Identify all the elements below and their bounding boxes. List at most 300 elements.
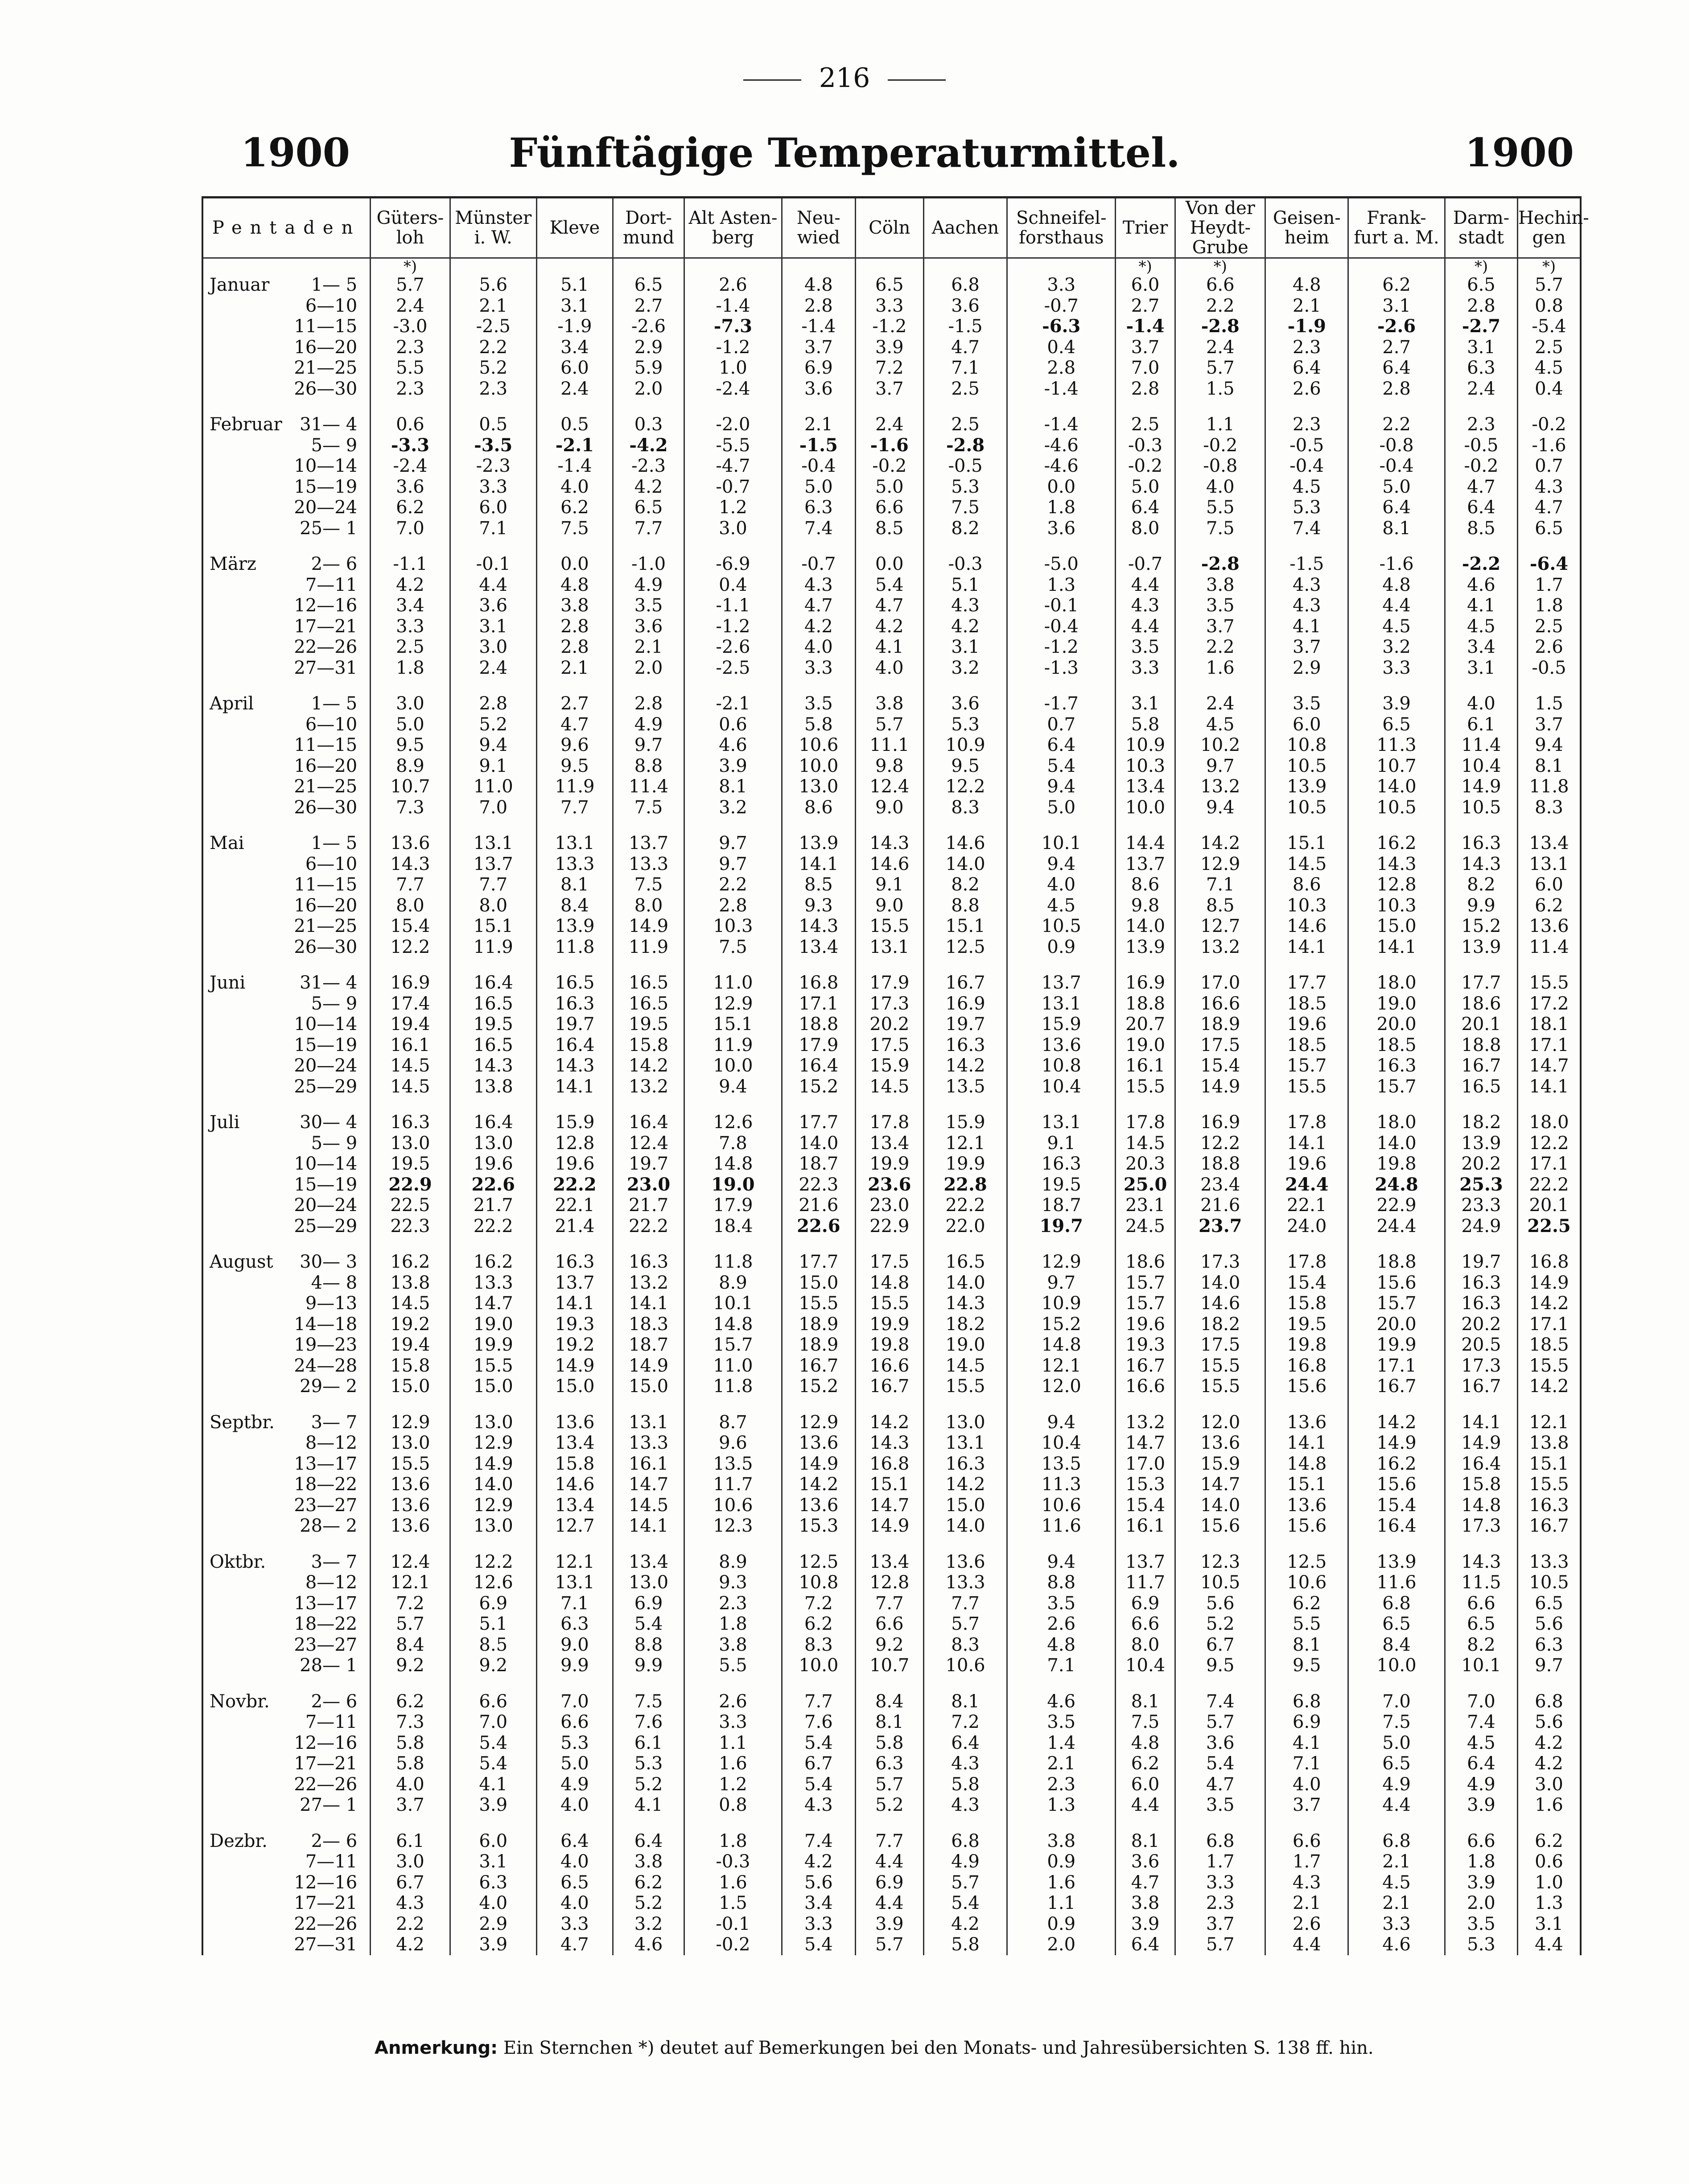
temperature-cell: 4.7	[855, 595, 923, 616]
temperature-cell: 3.5	[782, 693, 855, 714]
temperature-cell: 19.4	[371, 1335, 450, 1356]
temperature-cell: 13.4	[613, 1552, 684, 1573]
spacer-cell	[923, 818, 1007, 833]
temperature-cell: 10.4	[1445, 756, 1517, 777]
temperature-cell: 4.2	[371, 1934, 450, 1955]
temperature-cell: 9.7	[684, 833, 782, 854]
temperature-cell: 10.1	[684, 1293, 782, 1314]
spacer-cell	[923, 1097, 1007, 1112]
temperature-cell: 3.5	[1175, 1795, 1265, 1816]
temperature-cell: 13.2	[613, 1076, 684, 1097]
temperature-cell: 3.9	[450, 1934, 536, 1955]
temperature-cell: 5.8	[923, 1774, 1007, 1795]
temperature-cell: 4.1	[450, 1774, 536, 1795]
asterisk-mark	[782, 258, 855, 275]
temperature-cell: 12.0	[1007, 1376, 1116, 1397]
temperature-cell: 3.1	[1116, 693, 1175, 714]
spacer-cell	[202, 1795, 283, 1816]
temperature-cell: 22.3	[782, 1174, 855, 1195]
temperature-cell: 7.4	[1265, 518, 1348, 539]
temperature-cell: 12.4	[371, 1552, 450, 1573]
temperature-cell: 2.3	[684, 1593, 782, 1614]
temperature-cell: 13.6	[1007, 1035, 1116, 1056]
temperature-cell: 9.4	[684, 1076, 782, 1097]
temperature-cell: 9.4	[1007, 776, 1116, 797]
spacer-cell	[1517, 818, 1581, 833]
station-header-line: Güters-	[376, 208, 444, 228]
temperature-cell: 5.0	[536, 1753, 613, 1774]
temperature-cell: 10.0	[1116, 797, 1175, 818]
temperature-cell: 9.0	[855, 895, 923, 916]
temperature-cell: 14.0	[1348, 1133, 1445, 1154]
temperature-cell: -4.7	[684, 456, 782, 477]
spacer-cell	[202, 258, 283, 275]
temperature-cell	[1175, 316, 1265, 337]
temperature-cell: 1.0	[684, 358, 782, 379]
station-header-line: Alt Asten-	[688, 208, 778, 228]
temperature-cell: 2.4	[536, 379, 613, 400]
spacer-cell	[782, 1816, 855, 1831]
pentade-label: 7—11	[305, 1712, 358, 1732]
spacer-cell	[684, 818, 782, 833]
temperature-cell: 3.3	[1348, 1914, 1445, 1935]
temperature-cell: -1.4	[1007, 414, 1116, 435]
temperature-cell: 10.3	[684, 916, 782, 937]
asterisk-mark	[1265, 258, 1348, 275]
spacer-cell	[684, 1676, 782, 1691]
extreme-value: 23.7	[1199, 1216, 1242, 1236]
spacer-cell	[371, 1816, 450, 1831]
table-body	[202, 258, 1581, 1955]
pentade-label: 1— 5	[311, 693, 358, 714]
temperature-cell: 14.8	[684, 1154, 782, 1174]
spacer-cell	[1265, 399, 1348, 414]
temperature-cell: -2.5	[684, 658, 782, 679]
temperature-cell: 3.7	[1175, 1914, 1265, 1935]
temperature-cell: 7.1	[1007, 1655, 1116, 1676]
temperature-cell: 11.6	[1007, 1516, 1116, 1537]
temperature-cell: 1.8	[684, 1831, 782, 1852]
station-header-line: Aachen	[931, 218, 999, 238]
temperature-cell: 8.4	[371, 1635, 450, 1656]
spacer-cell	[613, 1676, 684, 1691]
table-row	[202, 435, 1581, 456]
temperature-cell: -1.6	[1517, 435, 1581, 456]
spacer-cell	[450, 1097, 536, 1112]
temperature-cell: 14.9	[613, 1356, 684, 1376]
table-row	[202, 1014, 1581, 1035]
temperature-cell	[1445, 316, 1517, 337]
temperature-cell: 8.3	[782, 1635, 855, 1656]
pentade-label: 20—24	[294, 1055, 358, 1076]
temperature-cell: 10.5	[1348, 797, 1445, 818]
temperature-cell: 4.1	[855, 637, 923, 658]
temperature-cell: 6.3	[855, 1753, 923, 1774]
temperature-cell: 15.0	[371, 1376, 450, 1397]
temperature-cell: -1.1	[684, 595, 782, 616]
spacer-cell	[1445, 1236, 1517, 1252]
temperature-cell: 16.8	[855, 1454, 923, 1475]
pentade-label: 6—10	[305, 853, 358, 874]
table-row	[202, 1614, 1581, 1635]
temperature-cell: 14.1	[536, 1293, 613, 1314]
spacer-cell	[923, 1236, 1007, 1252]
temperature-cell: 10.0	[782, 756, 855, 777]
temperature-cell: 6.0	[1116, 1774, 1175, 1795]
temperature-cell: 12.0	[1175, 1412, 1265, 1433]
temperature-cell: 16.4	[536, 1035, 613, 1056]
temperature-cell: 22.2	[1517, 1174, 1581, 1195]
temperature-cell: 14.6	[923, 833, 1007, 854]
temperature-cell: -1.0	[613, 554, 684, 575]
spacer-cell	[371, 1236, 450, 1252]
table-row	[202, 1572, 1581, 1593]
temperature-cell: 16.3	[1445, 833, 1517, 854]
temperature-cell: 13.7	[613, 833, 684, 854]
spacer-cell	[782, 818, 855, 833]
temperature-cell: 3.2	[613, 1914, 684, 1935]
temperature-cell	[923, 1174, 1007, 1195]
temperature-cell: 18.5	[1348, 1035, 1445, 1056]
spacer-cell	[1116, 1676, 1175, 1691]
temperature-cell: 13.1	[923, 1433, 1007, 1454]
temperature-cell: 11.8	[684, 1252, 782, 1273]
temperature-cell: 9.3	[684, 1572, 782, 1593]
temperature-cell: 14.7	[450, 1293, 536, 1314]
temperature-cell: 15.3	[1116, 1474, 1175, 1495]
temperature-cell: 16.4	[782, 1055, 855, 1076]
pentade-label: 19—23	[294, 1335, 358, 1355]
extreme-value: -6.4	[1529, 554, 1569, 574]
temperature-cell: 7.2	[782, 1593, 855, 1614]
temperature-cell: 5.8	[371, 1733, 450, 1754]
temperature-cell: 11.4	[613, 776, 684, 797]
table-row	[202, 658, 1581, 679]
station-header-line: stadt	[1458, 227, 1504, 248]
temperature-cell: -2.3	[450, 456, 536, 477]
temperature-cell: 16.3	[1517, 1495, 1581, 1516]
extreme-value: -2.6	[1377, 316, 1416, 337]
temperature-cell: 13.6	[782, 1433, 855, 1454]
temperature-cell: 10.8	[1265, 735, 1348, 756]
temperature-cell: 11.3	[1007, 1474, 1116, 1495]
temperature-cell: 7.5	[1175, 518, 1265, 539]
table-row	[202, 554, 1581, 575]
temperature-cell: 5.3	[923, 714, 1007, 735]
temperature-cell: 2.0	[613, 658, 684, 679]
temperature-cell: 4.1	[1445, 595, 1517, 616]
temperature-cell: -0.3	[684, 1851, 782, 1872]
temperature-cell: 13.6	[782, 1495, 855, 1516]
temperature-cell: 5.5	[1265, 1614, 1348, 1635]
temperature-cell: 14.0	[923, 854, 1007, 875]
temperature-cell: 12.9	[684, 993, 782, 1014]
spacer-cell	[536, 678, 613, 693]
temperature-cell: 13.2	[1175, 937, 1265, 958]
temperature-cell: 3.4	[536, 337, 613, 358]
temperature-cell: 2.4	[855, 414, 923, 435]
spacer-cell	[283, 1397, 371, 1412]
temperature-cell: 3.7	[782, 337, 855, 358]
temperature-cell: 2.9	[613, 337, 684, 358]
temperature-cell	[1348, 316, 1445, 337]
table-row	[202, 1356, 1581, 1376]
spacer-cell	[684, 957, 782, 972]
temperature-cell: 3.6	[782, 379, 855, 400]
month-gap	[202, 1397, 1581, 1412]
temperature-cell: -1.4	[536, 456, 613, 477]
pentade-label: 22—26	[294, 1774, 358, 1795]
temperature-cell: 12.1	[1517, 1412, 1581, 1433]
temperature-cell: 8.1	[684, 776, 782, 797]
spacer-cell	[1007, 678, 1116, 693]
spacer-cell	[1348, 678, 1445, 693]
temperature-cell: 5.3	[1445, 1934, 1517, 1955]
temperature-cell: 13.1	[450, 833, 536, 854]
temperature-cell: 14.2	[613, 1055, 684, 1076]
spacer-cell	[1116, 399, 1175, 414]
table-row	[202, 595, 1581, 616]
spacer-cell	[684, 1397, 782, 1412]
temperature-cell: 2.5	[1517, 337, 1581, 358]
temperature-cell: 6.9	[450, 1593, 536, 1614]
temperature-cell: 13.0	[450, 1516, 536, 1537]
spacer-cell	[202, 1174, 283, 1195]
temperature-cell: 2.8	[782, 296, 855, 317]
temperature-cell: 11.9	[684, 1035, 782, 1056]
temperature-cell	[613, 1174, 684, 1195]
temperature-cell	[1517, 554, 1581, 575]
temperature-cell: 8.7	[684, 1412, 782, 1433]
extreme-value: 23.6	[868, 1174, 911, 1195]
temperature-cell: 15.2	[1445, 916, 1517, 937]
table-row	[202, 756, 1581, 777]
temperature-cell	[1445, 554, 1517, 575]
spacer-cell	[1265, 1097, 1348, 1112]
temperature-cell: 13.1	[536, 1572, 613, 1593]
temperature-cell: 11.8	[1517, 776, 1581, 797]
temperature-cell: 13.8	[450, 1076, 536, 1097]
temperature-cell: 8.8	[1007, 1572, 1116, 1593]
temperature-cell: 5.0	[1116, 477, 1175, 498]
table-row	[202, 379, 1581, 400]
temperature-cell: 13.4	[1116, 776, 1175, 797]
pentade-label: 21—25	[294, 776, 358, 797]
table-row	[202, 296, 1581, 317]
spacer-cell	[1116, 818, 1175, 833]
temperature-cell: -0.8	[1348, 435, 1445, 456]
temperature-cell: 4.8	[1265, 275, 1348, 296]
table-row	[202, 854, 1581, 875]
extreme-value: 25.3	[1459, 1174, 1503, 1195]
table-row	[202, 797, 1581, 818]
temperature-cell: 5.1	[923, 575, 1007, 596]
temperature-cell: 3.3	[1116, 658, 1175, 679]
temperature-cell: 14.7	[613, 1474, 684, 1495]
temperature-cell: 14.2	[1517, 1293, 1581, 1314]
temperature-cell: 4.0	[536, 1893, 613, 1914]
temperature-cell: 4.6	[1348, 1934, 1445, 1955]
station-header	[1007, 198, 1116, 258]
spacer-cell	[371, 957, 450, 972]
temperature-cell: 2.0	[1445, 1893, 1517, 1914]
month-gap	[202, 399, 1581, 414]
temperature-cell: 13.6	[1175, 1433, 1265, 1454]
temperature-cell: 5.7	[371, 1614, 450, 1635]
temperature-cell: 6.6	[1445, 1831, 1517, 1852]
temperature-cell: 13.0	[371, 1433, 450, 1454]
extreme-value: 22.2	[553, 1174, 597, 1195]
temperature-cell: 13.0	[782, 776, 855, 797]
spacer-cell	[684, 678, 782, 693]
temperature-cell: 3.9	[1348, 693, 1445, 714]
temperature-cell: 9.0	[536, 1635, 613, 1656]
temperature-cell: 13.1	[855, 937, 923, 958]
temperature-cell: 18.1	[1517, 1014, 1581, 1035]
temperature-cell: 10.9	[1007, 1293, 1116, 1314]
temperature-cell: 1.8	[1445, 1851, 1517, 1872]
temperature-cell: 11.4	[1517, 937, 1581, 958]
temperature-cell: 7.0	[536, 1691, 613, 1712]
temperature-cell: 13.6	[371, 1474, 450, 1495]
month-label: Novbr.	[210, 1691, 270, 1712]
temperature-cell: 2.1	[1348, 1851, 1445, 1872]
temperature-cell: 16.7	[1445, 1055, 1517, 1076]
spacer-cell	[536, 957, 613, 972]
temperature-cell: 15.5	[1517, 1474, 1581, 1495]
temperature-cell: 5.2	[450, 714, 536, 735]
temperature-cell: 7.7	[536, 797, 613, 818]
temperature-cell: 6.6	[855, 1614, 923, 1635]
temperature-cell: 2.8	[450, 693, 536, 714]
temperature-cell: 12.3	[1175, 1552, 1265, 1573]
spacer-cell	[202, 1097, 283, 1112]
temperature-cell: 8.1	[1517, 756, 1581, 777]
table-row	[202, 1112, 1581, 1133]
temperature-cell: 10.5	[1445, 797, 1517, 818]
extreme-value: -1.9	[1287, 316, 1326, 337]
temperature-cell: 17.8	[1116, 1112, 1175, 1133]
table-row	[202, 895, 1581, 916]
temperature-cell: 6.4	[1116, 497, 1175, 518]
temperature-cell: 15.9	[1007, 1014, 1116, 1035]
table-row	[202, 1195, 1581, 1216]
temperature-cell: 20.0	[1348, 1314, 1445, 1335]
spacer-cell	[1007, 1236, 1116, 1252]
temperature-cell	[855, 435, 923, 456]
spacer-cell	[371, 1537, 450, 1552]
spacer-cell	[450, 678, 536, 693]
pentade-label: 30— 3	[300, 1252, 358, 1272]
temperature-cell: 6.3	[450, 1872, 536, 1893]
temperature-cell: 6.8	[1175, 1831, 1265, 1852]
temperature-cell: 18.2	[1175, 1314, 1265, 1335]
temperature-cell: -0.2	[684, 1934, 782, 1955]
temperature-cell: 15.9	[1175, 1454, 1265, 1475]
station-header-line: Münster	[455, 208, 532, 228]
table-row	[202, 714, 1581, 735]
temperature-cell: 13.2	[1175, 776, 1265, 797]
month-label: Mai	[210, 833, 244, 853]
spacer-cell	[202, 1154, 283, 1174]
temperature-cell: 6.2	[536, 497, 613, 518]
temperature-cell: 6.3	[1517, 1635, 1581, 1656]
temperature-cell: 1.7	[1517, 575, 1581, 596]
temperature-cell: 18.9	[782, 1314, 855, 1335]
spacer-cell	[202, 1314, 283, 1335]
temperature-cell: 16.5	[1445, 1076, 1517, 1097]
temperature-cell: 16.7	[855, 1376, 923, 1397]
temperature-cell: 3.1	[1445, 337, 1517, 358]
spacer-cell	[1445, 539, 1517, 554]
temperature-cell: 14.6	[855, 854, 923, 875]
temperature-cell: 4.4	[1348, 1795, 1445, 1816]
station-header-line: Von der	[1185, 198, 1255, 218]
table-row	[202, 1133, 1581, 1154]
temperature-cell: 20.5	[1445, 1335, 1517, 1356]
spacer-cell	[855, 1236, 923, 1252]
temperature-cell: 0.9	[1007, 1914, 1116, 1935]
temperature-cell: 8.6	[1265, 874, 1348, 895]
temperature-cell: 9.5	[1265, 1655, 1348, 1676]
station-header	[450, 198, 536, 258]
temperature-cell: 17.4	[371, 993, 450, 1014]
temperature-cell: 4.0	[536, 1851, 613, 1872]
temperature-cell: 9.7	[1007, 1273, 1116, 1294]
temperature-cell: 8.5	[782, 874, 855, 895]
table-row	[202, 637, 1581, 658]
temperature-cell: 16.1	[1116, 1055, 1175, 1076]
spacer-cell	[782, 539, 855, 554]
temperature-cell: 15.3	[782, 1516, 855, 1537]
temperature-cell: 14.2	[923, 1474, 1007, 1495]
spacer-cell	[283, 1676, 371, 1691]
pentade-label: 4— 8	[311, 1272, 358, 1293]
temperature-cell: 18.8	[782, 1014, 855, 1035]
temperature-cell: 3.9	[1445, 1795, 1517, 1816]
temperature-cell: 13.1	[1007, 993, 1116, 1014]
temperature-cell: 14.2	[923, 1055, 1007, 1076]
table-row	[202, 1216, 1581, 1237]
temperature-cell: 15.8	[536, 1454, 613, 1475]
extreme-value: 23.0	[626, 1174, 671, 1195]
temperature-cell: 5.0	[371, 714, 450, 735]
temperature-cell: 5.3	[613, 1753, 684, 1774]
temperature-cell: 16.5	[450, 993, 536, 1014]
temperature-cell: 8.8	[923, 895, 1007, 916]
temperature-cell: 5.7	[923, 1614, 1007, 1635]
temperature-cell: 15.1	[923, 916, 1007, 937]
temperature-cell: 13.9	[1116, 937, 1175, 958]
spacer-cell	[855, 1397, 923, 1412]
temperature-cell: 5.3	[536, 1733, 613, 1754]
spacer-cell	[283, 818, 371, 833]
temperature-cell: 0.9	[1007, 937, 1116, 958]
temperature-cell: 3.7	[1265, 1795, 1348, 1816]
temperature-cell: 15.8	[613, 1035, 684, 1056]
pentade-label: 9—13	[305, 1293, 358, 1314]
station-header-line: Dort-	[625, 208, 672, 228]
spacer-cell	[202, 1335, 283, 1356]
temperature-cell: -1.2	[1007, 637, 1116, 658]
temperature-cell: 14.5	[1116, 1133, 1175, 1154]
temperature-cell: 14.7	[855, 1495, 923, 1516]
temperature-cell: 7.4	[782, 1831, 855, 1852]
temperature-cell: -1.6	[1348, 554, 1445, 575]
month-gap	[202, 957, 1581, 972]
spacer-cell	[283, 399, 371, 414]
spacer-cell	[536, 1097, 613, 1112]
